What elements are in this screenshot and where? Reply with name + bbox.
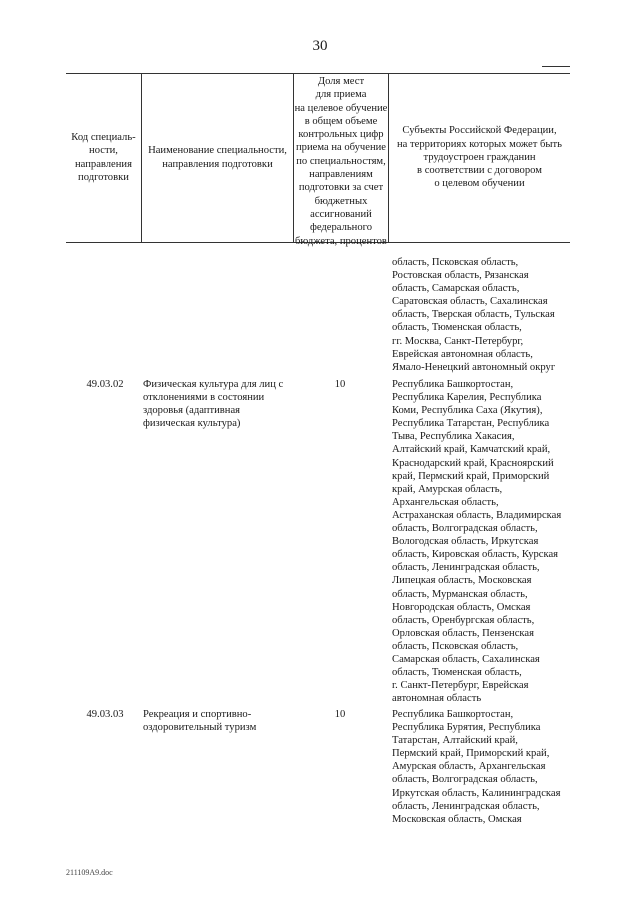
row-share: 10 (334, 709, 346, 720)
document-filename: 211109A9.doc (66, 868, 113, 877)
row-name: Физическая культура для лиц с отклонениями в состоянии здоровья (адаптивная физическая культура) (143, 379, 284, 430)
row-subjects: Республика Башкортостан, Республика Карелия, Республика Коми, Республика Саха (Якутия), Республика Татарстан, Республика Тыва, Республика Хакасия, Алтайский край, Камчатский край, Краснодарский край, Красноярский край, Пермский край, Приморский край, Амурская область, Архангельская область, Астраханская область, Владимирская область, Волгоградская область, Вологодская область, Иркутская область, Кировская область, Курская область, Ленинградская область, Липецкая область, Московская область, Мурманская область, Новгородская область, Омская область, Оренбургская область, Орловская область, Пензенская область, Псковская область, Самарская область, Сахалинская область, Тюменская область, г. Санкт-Петербург, Еврейская автономная область (392, 379, 562, 705)
row-code: 49.03.02 (86, 379, 124, 390)
header-subjects: Субъекты Российской Федерации, на территориях которых может быть трудоустроен гражданин в соответствии с договором о целевом обучении (397, 125, 562, 190)
continuation-subjects: область, Псковская область, Ростовская область, Рязанская область, Самарская область, Саратовская область, Сахалинская область, Тверская область, Тульская область, Тюменская область, гг. Москва, Санкт-Петербург, Еврейская автономная область, Ямало-Ненецкий автономный округ (392, 257, 556, 373)
header-name: Наименование специальности, направления подготовки (148, 145, 287, 170)
row-name: Рекреация и спортивно- оздоровительный туризм (143, 709, 257, 734)
row-subjects: Республика Башкортостан, Республика Бурятия, Республика Татарстан, Алтайский край, Пермский край, Приморский край, Амурская область, Архангельская область, Волгоградская область, Иркутская область, Калининградская область, Ленинградская область, Московская область, Омская (392, 709, 561, 825)
row-share: 10 (334, 379, 346, 390)
header-share: Доля мест для приема на целевое обучение в общем объеме контрольных цифр приема на обучение по специальностям, направлениям подготовки за счет бюджетных ассигнований федерального бюджета, процентов (294, 76, 388, 247)
header-tick-line (542, 66, 570, 67)
row-code: 49.03.03 (86, 709, 124, 720)
header-code: Код специаль- ности, направления подготовки (71, 131, 136, 183)
page-number: 30 (312, 38, 328, 54)
